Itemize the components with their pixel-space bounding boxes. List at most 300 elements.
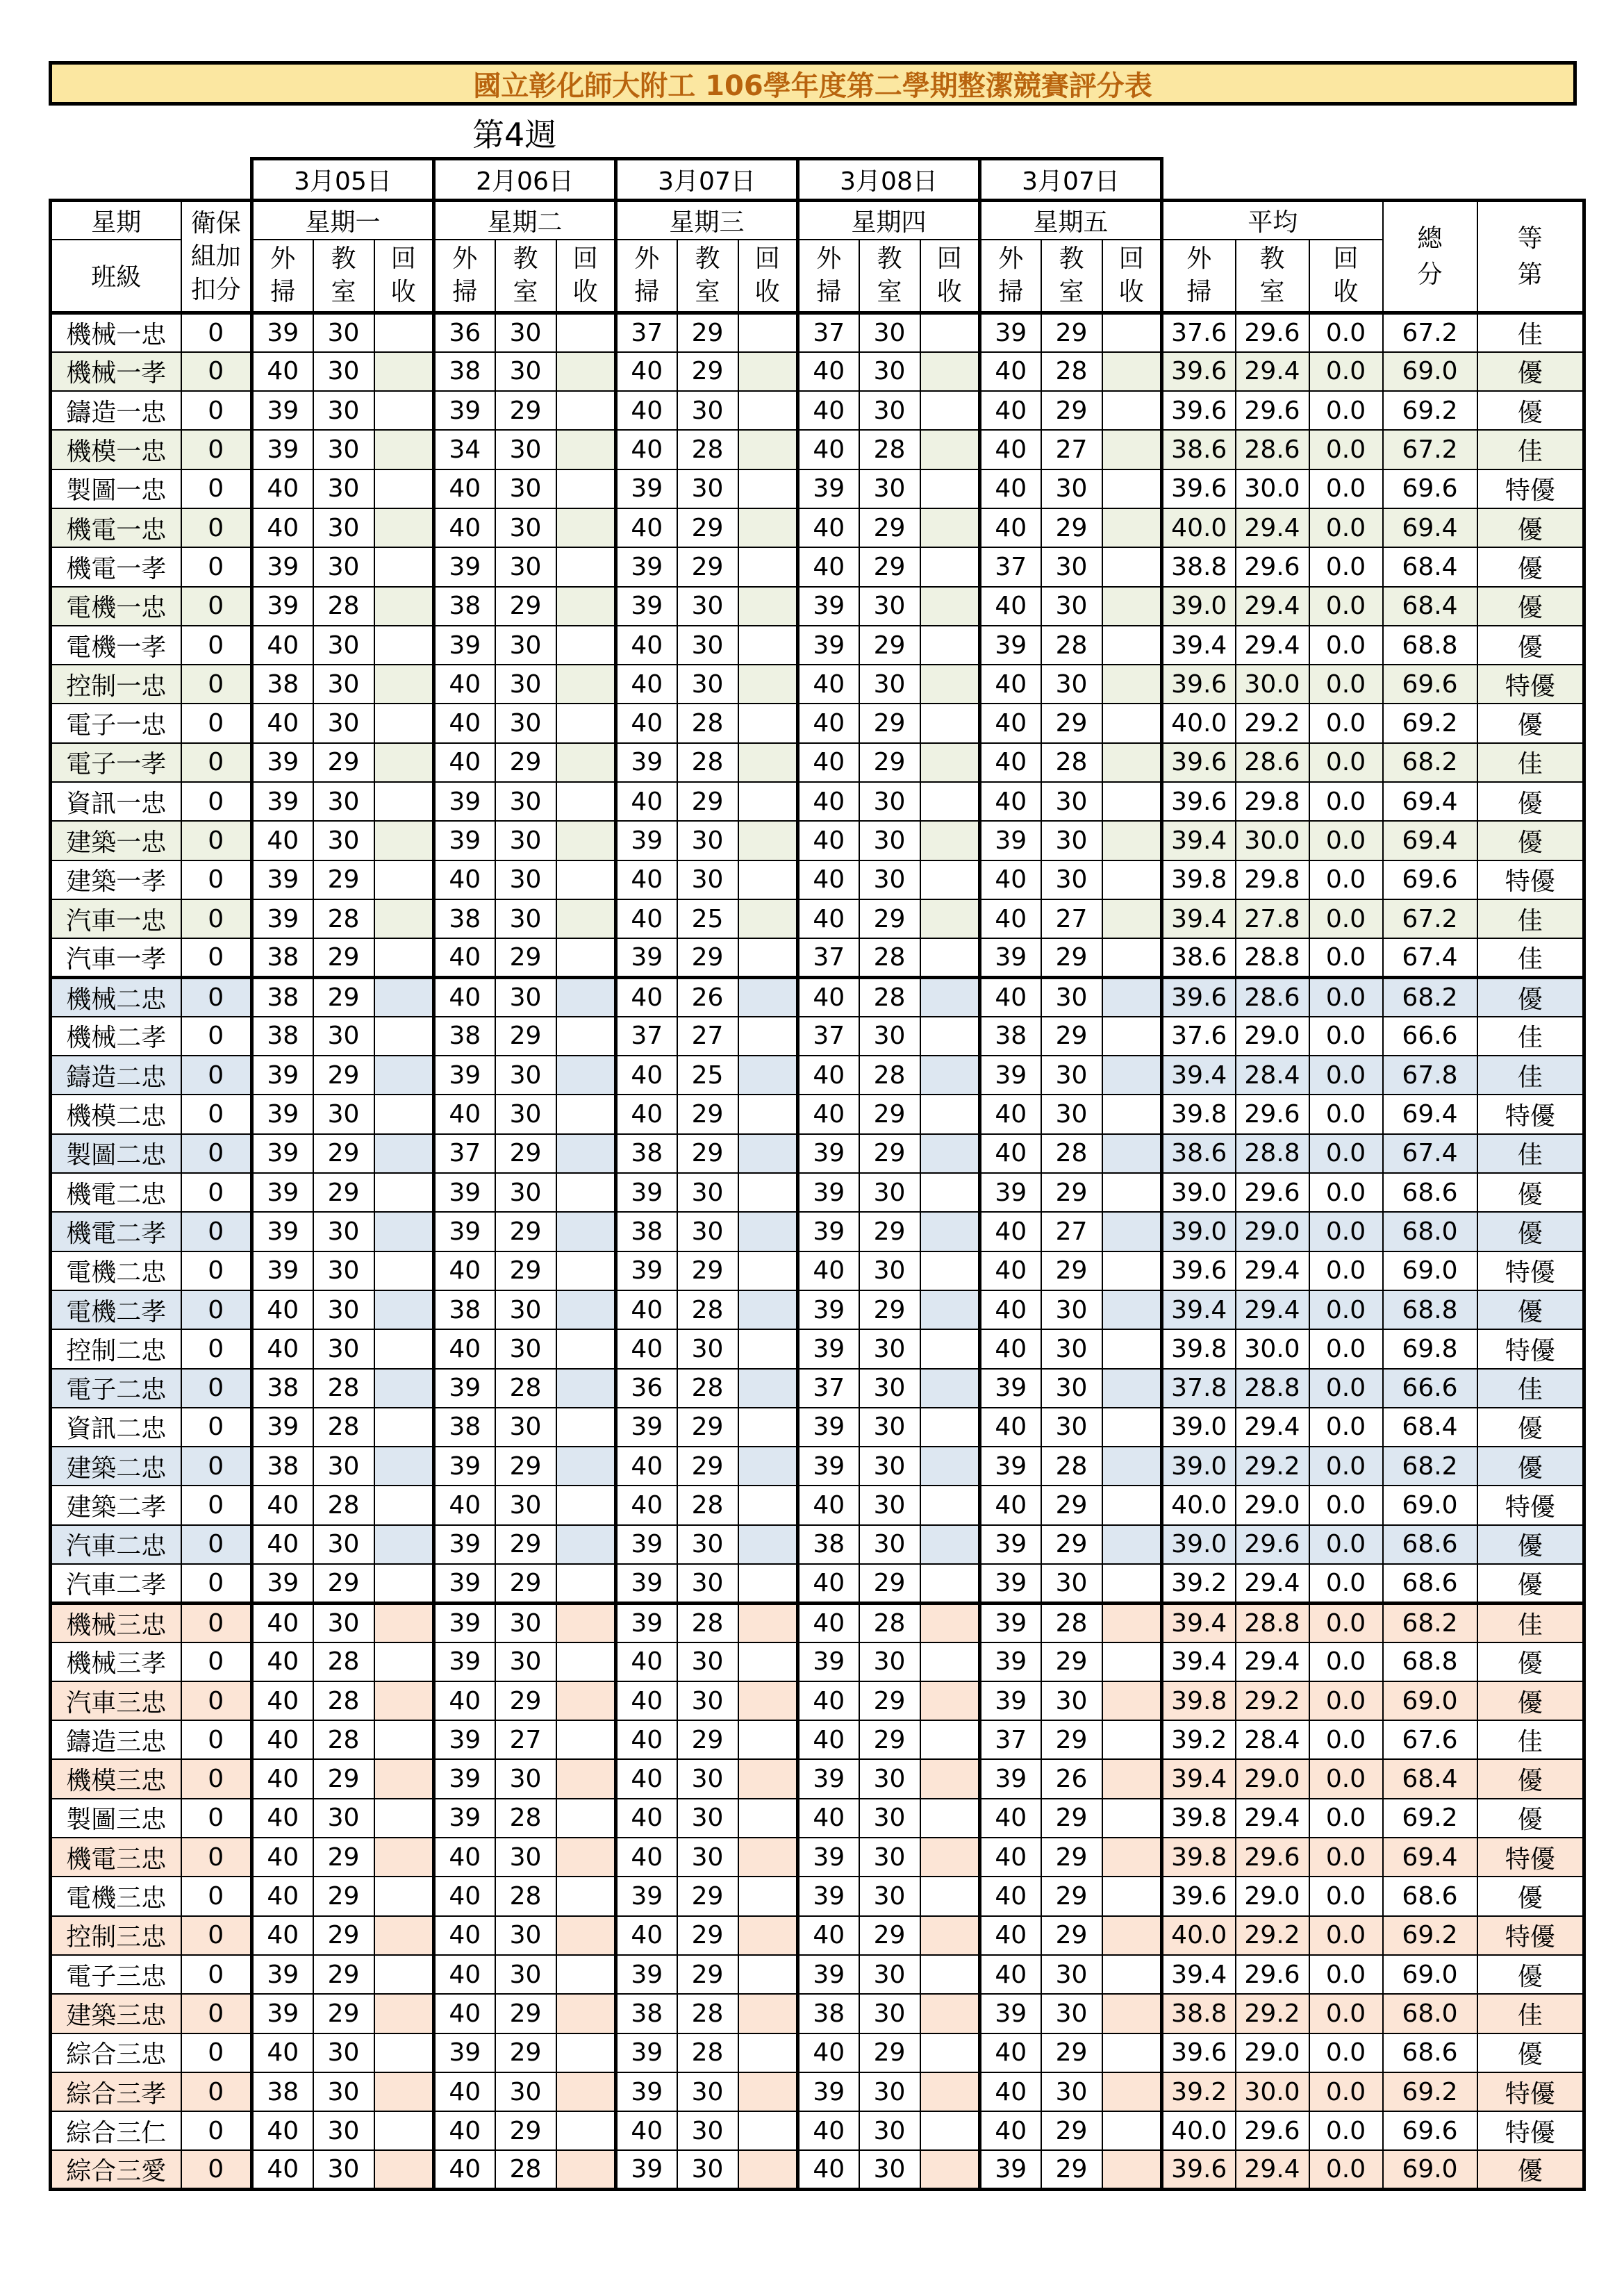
deduct-value: 0 [181, 665, 252, 704]
recycle-score [556, 626, 616, 665]
deduct-value: 0 [181, 352, 252, 391]
outdoor-score: 40 [616, 1681, 677, 1720]
classroom-score: 29 [677, 1916, 738, 1955]
outdoor-score: 40 [434, 665, 495, 704]
avg-classroom: 29.2 [1236, 1681, 1309, 1720]
recycle-score [1102, 587, 1162, 626]
classroom-score: 30 [495, 313, 556, 352]
classroom-score: 29 [1041, 938, 1102, 977]
class-name: 建築三忠 [51, 1994, 181, 2033]
classroom-score: 30 [495, 469, 556, 508]
recycle-score [1102, 1212, 1162, 1251]
recycle-score [556, 1095, 616, 1133]
outdoor-score: 39 [980, 1564, 1041, 1603]
total-score: 69.2 [1383, 1916, 1477, 1955]
recycle-score [556, 860, 616, 899]
classroom-score: 30 [677, 1173, 738, 1212]
outdoor-score: 39 [616, 2150, 677, 2189]
avg-outdoor: 39.0 [1162, 1525, 1236, 1564]
outdoor-score: 39 [252, 1994, 313, 2033]
classroom-score: 30 [313, 2072, 374, 2111]
avg-outdoor: 39.8 [1162, 860, 1236, 899]
outdoor-score: 38 [434, 1408, 495, 1447]
classroom-score: 28 [677, 1290, 738, 1329]
outdoor-score: 40 [434, 1955, 495, 1994]
recycle-score [1102, 1486, 1162, 1524]
classroom-score: 30 [859, 821, 920, 860]
avg-recycle: 0.0 [1309, 1838, 1383, 1877]
total-score: 68.6 [1383, 1173, 1477, 1212]
classroom-score: 25 [677, 899, 738, 938]
avg-recycle: 0.0 [1309, 1017, 1383, 1056]
total-score: 69.4 [1383, 1095, 1477, 1133]
outdoor-score: 38 [434, 1017, 495, 1056]
recycle-score [1102, 2072, 1162, 2111]
grade-value: 佳 [1477, 1603, 1584, 1642]
outdoor-score: 40 [434, 1681, 495, 1720]
outdoor-score: 40 [980, 1251, 1041, 1290]
recycle-score [920, 1447, 980, 1486]
avg-recycle: 0.0 [1309, 1681, 1383, 1720]
avg-outdoor: 39.4 [1162, 1603, 1236, 1642]
deduct-value: 0 [181, 626, 252, 665]
classroom-score: 29 [495, 587, 556, 626]
outdoor-score: 40 [616, 1759, 677, 1798]
classroom-score: 29 [677, 313, 738, 352]
classroom-score: 29 [677, 938, 738, 977]
avg-recycle: 0.0 [1309, 1173, 1383, 1212]
outdoor-score: 39 [252, 1056, 313, 1095]
recycle-score [374, 1447, 434, 1486]
recycle-score [1102, 391, 1162, 430]
outdoor-score: 40 [434, 1329, 495, 1368]
recycle-score [374, 899, 434, 938]
recycle-score [1102, 1329, 1162, 1368]
deduct-value: 0 [181, 1447, 252, 1486]
class-header: 班級 [51, 240, 181, 313]
class-name: 機電一忠 [51, 508, 181, 547]
recycle-score [556, 1955, 616, 1994]
grade-value: 佳 [1477, 1994, 1584, 2033]
classroom-score: 29 [313, 978, 374, 1017]
outdoor-score: 40 [980, 1916, 1041, 1955]
recycle-score [738, 391, 798, 430]
avg-classroom: 29.4 [1236, 587, 1309, 626]
recycle-score [556, 978, 616, 1017]
total-score: 67.2 [1383, 899, 1477, 938]
classroom-score: 29 [677, 1877, 738, 1915]
outdoor-score: 37 [798, 1369, 859, 1408]
recycle-score [1102, 1525, 1162, 1564]
total-score: 68.0 [1383, 1994, 1477, 2033]
weekday-name: 星期三 [616, 201, 798, 240]
grade-value: 優 [1477, 1877, 1584, 1915]
class-name: 資訊一忠 [51, 782, 181, 821]
outdoor-score: 39 [980, 1525, 1041, 1564]
outdoor-score: 40 [980, 899, 1041, 938]
outdoor-score: 39 [980, 938, 1041, 977]
classroom-score: 30 [495, 508, 556, 547]
classroom-score: 30 [495, 2072, 556, 2111]
avg-recycle: 0.0 [1309, 1095, 1383, 1133]
outdoor-score: 40 [798, 2111, 859, 2150]
avg-recycle: 0.0 [1309, 1212, 1383, 1251]
outdoor-score: 39 [252, 860, 313, 899]
outdoor-score: 40 [980, 508, 1041, 547]
table-row [51, 1799, 1584, 1838]
recycle-score [556, 665, 616, 704]
recycle-score [556, 2150, 616, 2189]
class-name: 汽車一孝 [51, 938, 181, 977]
outdoor-score: 40 [798, 978, 859, 1017]
classroom-score: 30 [313, 469, 374, 508]
table-row [51, 1877, 1584, 1915]
classroom-score: 25 [677, 1056, 738, 1095]
classroom-score: 30 [495, 1095, 556, 1133]
classroom-score: 30 [495, 626, 556, 665]
outdoor-score: 39 [798, 1212, 859, 1251]
outdoor-score: 40 [616, 1329, 677, 1368]
classroom-score: 30 [859, 1642, 920, 1681]
outdoor-score: 39 [434, 1799, 495, 1838]
recycle-score [374, 313, 434, 352]
table-row [51, 1525, 1584, 1564]
classroom-score: 30 [313, 508, 374, 547]
table-row [51, 391, 1584, 430]
table-row [51, 860, 1584, 899]
table-row [51, 352, 1584, 391]
recycle-score [738, 1642, 798, 1681]
weekday-name: 星期二 [434, 201, 616, 240]
classroom-score: 30 [1041, 547, 1102, 586]
classroom-score: 30 [1041, 587, 1102, 626]
outdoor-score: 39 [434, 821, 495, 860]
recycle-score [920, 1799, 980, 1838]
deduct-value: 0 [181, 1916, 252, 1955]
total-score: 67.2 [1383, 430, 1477, 469]
outdoor-score: 39 [252, 743, 313, 782]
avg-recycle: 0.0 [1309, 2111, 1383, 2150]
total-score: 69.2 [1383, 2072, 1477, 2111]
outdoor-score: 40 [798, 1799, 859, 1838]
class-name: 電機三忠 [51, 1877, 181, 1915]
outdoor-score: 39 [616, 469, 677, 508]
class-name: 鑄造二忠 [51, 1056, 181, 1095]
avg-classroom: 29.6 [1236, 1525, 1309, 1564]
classroom-score: 29 [677, 1720, 738, 1759]
classroom-score: 28 [1041, 352, 1102, 391]
subheader-label: 外 掃 [980, 240, 1041, 313]
outdoor-score: 39 [434, 1447, 495, 1486]
total-score: 68.8 [1383, 626, 1477, 665]
deduct-value: 0 [181, 1486, 252, 1524]
grade-value: 佳 [1477, 743, 1584, 782]
classroom-score: 28 [677, 430, 738, 469]
classroom-score: 30 [313, 1799, 374, 1838]
avg-recycle: 0.0 [1309, 1564, 1383, 1603]
grade-value: 佳 [1477, 1720, 1584, 1759]
recycle-score [374, 626, 434, 665]
classroom-score: 29 [313, 860, 374, 899]
deduct-value: 0 [181, 1838, 252, 1877]
recycle-score [738, 1369, 798, 1408]
classroom-score: 30 [859, 2111, 920, 2150]
classroom-score: 30 [859, 1955, 920, 1994]
class-name: 機電二孝 [51, 1212, 181, 1251]
outdoor-score: 39 [616, 547, 677, 586]
outdoor-score: 40 [980, 1838, 1041, 1877]
outdoor-score: 39 [798, 1290, 859, 1329]
deduct-value: 0 [181, 938, 252, 977]
recycle-score [374, 1759, 434, 1798]
recycle-score [556, 1017, 616, 1056]
outdoor-score: 39 [798, 1134, 859, 1173]
grade-value: 優 [1477, 2150, 1584, 2189]
recycle-score [1102, 1759, 1162, 1798]
classroom-score: 29 [313, 1877, 374, 1915]
outdoor-score: 40 [252, 508, 313, 547]
outdoor-score: 40 [434, 1994, 495, 2033]
classroom-score: 30 [859, 1173, 920, 1212]
classroom-score: 30 [677, 860, 738, 899]
outdoor-score: 40 [616, 665, 677, 704]
outdoor-score: 39 [798, 587, 859, 626]
grade-value: 佳 [1477, 1369, 1584, 1408]
classroom-score: 28 [1041, 1134, 1102, 1173]
outdoor-score: 39 [616, 1408, 677, 1447]
recycle-score [1102, 1955, 1162, 1994]
grade-value: 特優 [1477, 1095, 1584, 1133]
deduct-value: 0 [181, 1525, 252, 1564]
avg-classroom: 30.0 [1236, 469, 1309, 508]
recycle-score [556, 1799, 616, 1838]
classroom-score: 28 [859, 430, 920, 469]
avg-outdoor: 38.6 [1162, 430, 1236, 469]
classroom-score: 30 [495, 1916, 556, 1955]
classroom-score: 30 [313, 1290, 374, 1329]
recycle-score [738, 1564, 798, 1603]
outdoor-score: 39 [980, 1056, 1041, 1095]
class-name: 機模二忠 [51, 1095, 181, 1133]
classroom-score: 30 [313, 782, 374, 821]
outdoor-score: 40 [980, 665, 1041, 704]
recycle-score [374, 1290, 434, 1329]
grade-value: 優 [1477, 704, 1584, 742]
table-row [51, 1486, 1584, 1524]
outdoor-score: 40 [798, 391, 859, 430]
recycle-score [374, 469, 434, 508]
classroom-score: 29 [313, 743, 374, 782]
grade-value: 優 [1477, 1759, 1584, 1798]
outdoor-score: 39 [252, 1408, 313, 1447]
classroom-score: 30 [1041, 1329, 1102, 1368]
recycle-score [1102, 352, 1162, 391]
deduct-value: 0 [181, 2033, 252, 2072]
recycle-score [374, 1877, 434, 1915]
classroom-score: 29 [677, 1095, 738, 1133]
avg-classroom: 29.2 [1236, 704, 1309, 742]
total-score: 68.8 [1383, 1642, 1477, 1681]
classroom-score: 30 [677, 2150, 738, 2189]
table-row [51, 2033, 1584, 2072]
classroom-score: 28 [677, 1603, 738, 1642]
deduct-value: 0 [181, 2150, 252, 2189]
classroom-score: 27 [1041, 430, 1102, 469]
classroom-score: 28 [1041, 743, 1102, 782]
outdoor-score: 39 [798, 1642, 859, 1681]
deduct-value: 0 [181, 1290, 252, 1329]
classroom-score: 29 [859, 704, 920, 742]
recycle-score [374, 1408, 434, 1447]
classroom-score: 30 [859, 1447, 920, 1486]
recycle-score [738, 665, 798, 704]
outdoor-score: 40 [798, 1720, 859, 1759]
outdoor-score: 40 [980, 391, 1041, 430]
classroom-score: 29 [1041, 1525, 1102, 1564]
avg-recycle: 0.0 [1309, 1408, 1383, 1447]
classroom-score: 30 [677, 1525, 738, 1564]
classroom-score: 30 [1041, 782, 1102, 821]
deduct-value: 0 [181, 860, 252, 899]
grade-value: 優 [1477, 1212, 1584, 1251]
class-name: 機模一忠 [51, 430, 181, 469]
recycle-score [1102, 782, 1162, 821]
outdoor-score: 40 [798, 704, 859, 742]
outdoor-score: 40 [252, 1681, 313, 1720]
total-score: 69.2 [1383, 704, 1477, 742]
classroom-score: 26 [677, 978, 738, 1017]
avg-recycle: 0.0 [1309, 1759, 1383, 1798]
recycle-score [556, 469, 616, 508]
grade-value: 優 [1477, 547, 1584, 586]
classroom-score: 30 [677, 1681, 738, 1720]
recycle-score [374, 1173, 434, 1212]
outdoor-score: 40 [980, 782, 1041, 821]
avg-outdoor: 40.0 [1162, 1916, 1236, 1955]
grade-value: 佳 [1477, 1017, 1584, 1056]
classroom-score: 29 [859, 2033, 920, 2072]
outdoor-score: 39 [434, 1212, 495, 1251]
outdoor-score: 40 [434, 1095, 495, 1133]
recycle-score [738, 2111, 798, 2150]
recycle-score [920, 626, 980, 665]
classroom-score: 30 [313, 1447, 374, 1486]
outdoor-score: 40 [980, 430, 1041, 469]
deduct-value: 0 [181, 1095, 252, 1133]
outdoor-score: 39 [252, 1095, 313, 1133]
date-label: 2月06日 [434, 159, 616, 201]
avg-classroom: 29.4 [1236, 1251, 1309, 1290]
avg-outdoor: 39.0 [1162, 1212, 1236, 1251]
recycle-score [556, 391, 616, 430]
classroom-score: 30 [313, 430, 374, 469]
outdoor-score: 38 [798, 1994, 859, 2033]
classroom-score: 29 [495, 1017, 556, 1056]
table-row [51, 626, 1584, 665]
classroom-score: 28 [677, 743, 738, 782]
avg-recycle: 0.0 [1309, 1642, 1383, 1681]
recycle-score [556, 1720, 616, 1759]
outdoor-score: 38 [616, 1212, 677, 1251]
avg-outdoor: 39.2 [1162, 1564, 1236, 1603]
outdoor-score: 37 [798, 1017, 859, 1056]
outdoor-score: 38 [252, 2072, 313, 2111]
outdoor-score: 39 [616, 1564, 677, 1603]
recycle-score [1102, 1173, 1162, 1212]
class-name: 電機一忠 [51, 587, 181, 626]
recycle-score [920, 1759, 980, 1798]
class-name: 綜合三忠 [51, 2033, 181, 2072]
avg-recycle: 0.0 [1309, 2033, 1383, 2072]
class-name: 綜合三愛 [51, 2150, 181, 2189]
classroom-score: 29 [495, 1681, 556, 1720]
recycle-score [920, 2111, 980, 2150]
outdoor-score: 40 [252, 1642, 313, 1681]
avg-classroom: 29.6 [1236, 1838, 1309, 1877]
recycle-score [556, 313, 616, 352]
recycle-score [920, 938, 980, 977]
deduct-value: 0 [181, 1642, 252, 1681]
total-score: 68.4 [1383, 1408, 1477, 1447]
recycle-score [1102, 1916, 1162, 1955]
classroom-score: 29 [677, 782, 738, 821]
avg-outdoor: 39.4 [1162, 1642, 1236, 1681]
avg-classroom: 29.4 [1236, 508, 1309, 547]
total-score: 67.6 [1383, 1720, 1477, 1759]
classroom-score: 30 [677, 1838, 738, 1877]
recycle-score [738, 1525, 798, 1564]
deduct-value: 0 [181, 1759, 252, 1798]
outdoor-score: 40 [798, 547, 859, 586]
outdoor-score: 40 [980, 704, 1041, 742]
recycle-score [738, 1056, 798, 1095]
subheader-label: 回 收 [738, 240, 798, 313]
deduct-value: 0 [181, 1994, 252, 2033]
recycle-score [920, 1642, 980, 1681]
subheader-label: 外 掃 [252, 240, 313, 313]
outdoor-score: 40 [798, 352, 859, 391]
class-name: 電子一孝 [51, 743, 181, 782]
table-row [51, 978, 1584, 1017]
recycle-score [738, 1447, 798, 1486]
classroom-score: 30 [1041, 469, 1102, 508]
total-score: 68.4 [1383, 587, 1477, 626]
recycle-score [920, 430, 980, 469]
outdoor-score: 40 [798, 1486, 859, 1524]
deduct-value: 0 [181, 313, 252, 352]
outdoor-score: 38 [616, 1134, 677, 1173]
avg-outdoor: 39.6 [1162, 665, 1236, 704]
recycle-score [738, 508, 798, 547]
classroom-score: 29 [1041, 1916, 1102, 1955]
classroom-score: 29 [313, 1564, 374, 1603]
recycle-score [556, 508, 616, 547]
classroom-score: 29 [495, 938, 556, 977]
outdoor-score: 39 [434, 547, 495, 586]
avg-classroom: 29.2 [1236, 1994, 1309, 2033]
deduct-value: 0 [181, 978, 252, 1017]
avg-classroom: 29.4 [1236, 1290, 1309, 1329]
outdoor-score: 40 [252, 704, 313, 742]
classroom-score: 29 [859, 1916, 920, 1955]
avg-classroom: 29.0 [1236, 1486, 1309, 1524]
deduct-value: 0 [181, 430, 252, 469]
recycle-score [1102, 1056, 1162, 1095]
table-row [51, 743, 1584, 782]
outdoor-score: 40 [980, 1290, 1041, 1329]
classroom-score: 29 [495, 2033, 556, 2072]
classroom-score: 29 [1041, 1173, 1102, 1212]
